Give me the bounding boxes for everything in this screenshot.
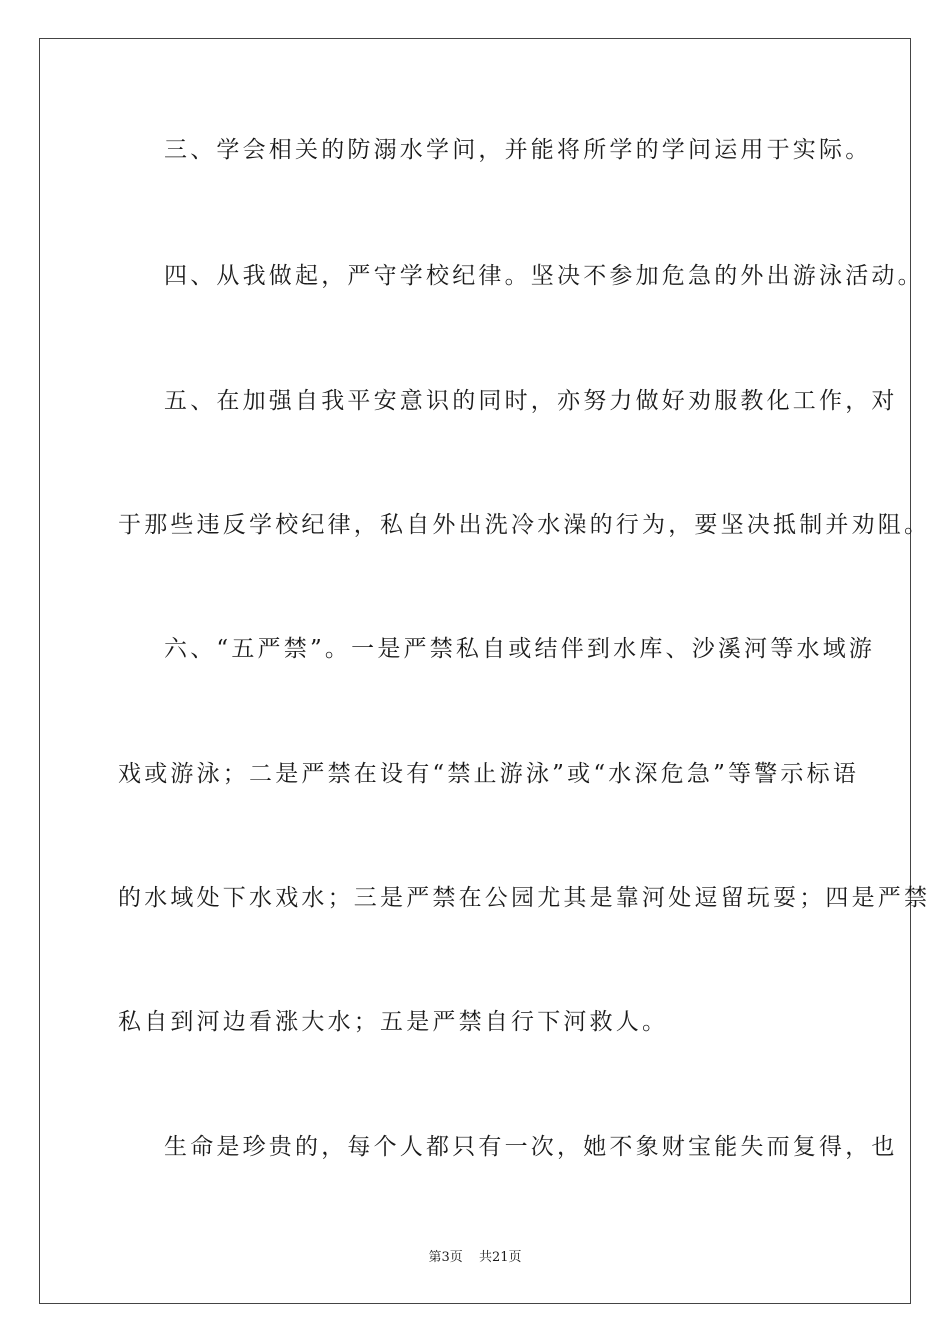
page-total: 共21页 bbox=[478, 1250, 522, 1265]
paragraph-4-line-1: 四、从我做起，严守学校纪律。坚决不参加危急的外出游泳活动。 bbox=[164, 263, 924, 289]
paragraph-3-line-1: 三、学会相关的防溺水学问，并能将所学的学问运用于实际。 bbox=[164, 137, 872, 163]
paragraph-5-line-2: 于那些违反学校纪律，私自外出洗冷水澡的行为，要坚决抵制并劝阻。 bbox=[118, 512, 931, 538]
paragraph-6-line-3: 的水域处下水戏水；三是严禁在公园尤其是靠河处逗留玩耍；四是严禁 bbox=[118, 885, 931, 911]
paragraph-5-line-1: 五、在加强自我平安意识的同时，亦努力做好劝服教化工作，对 bbox=[164, 388, 898, 414]
paragraph-6-line-1: 六、“五严禁”。一是严禁私自或结伴到水库、沙溪河等水域游 bbox=[164, 636, 876, 662]
paragraph-7-line-1: 生命是珍贵的，每个人都只有一次，她不象财宝能失而复得，也 bbox=[164, 1134, 898, 1160]
paragraph-6-line-4: 私自到河边看涨大水；五是严禁自行下河救人。 bbox=[118, 1009, 669, 1035]
page-border bbox=[39, 38, 931, 1304]
paragraph-6-line-2: 戏或游泳；二是严禁在设有“禁止游泳”或“水深危急”等警示标语 bbox=[118, 761, 860, 787]
page-number: 第3页 bbox=[428, 1250, 463, 1265]
page-footer bbox=[0, 1246, 950, 1265]
